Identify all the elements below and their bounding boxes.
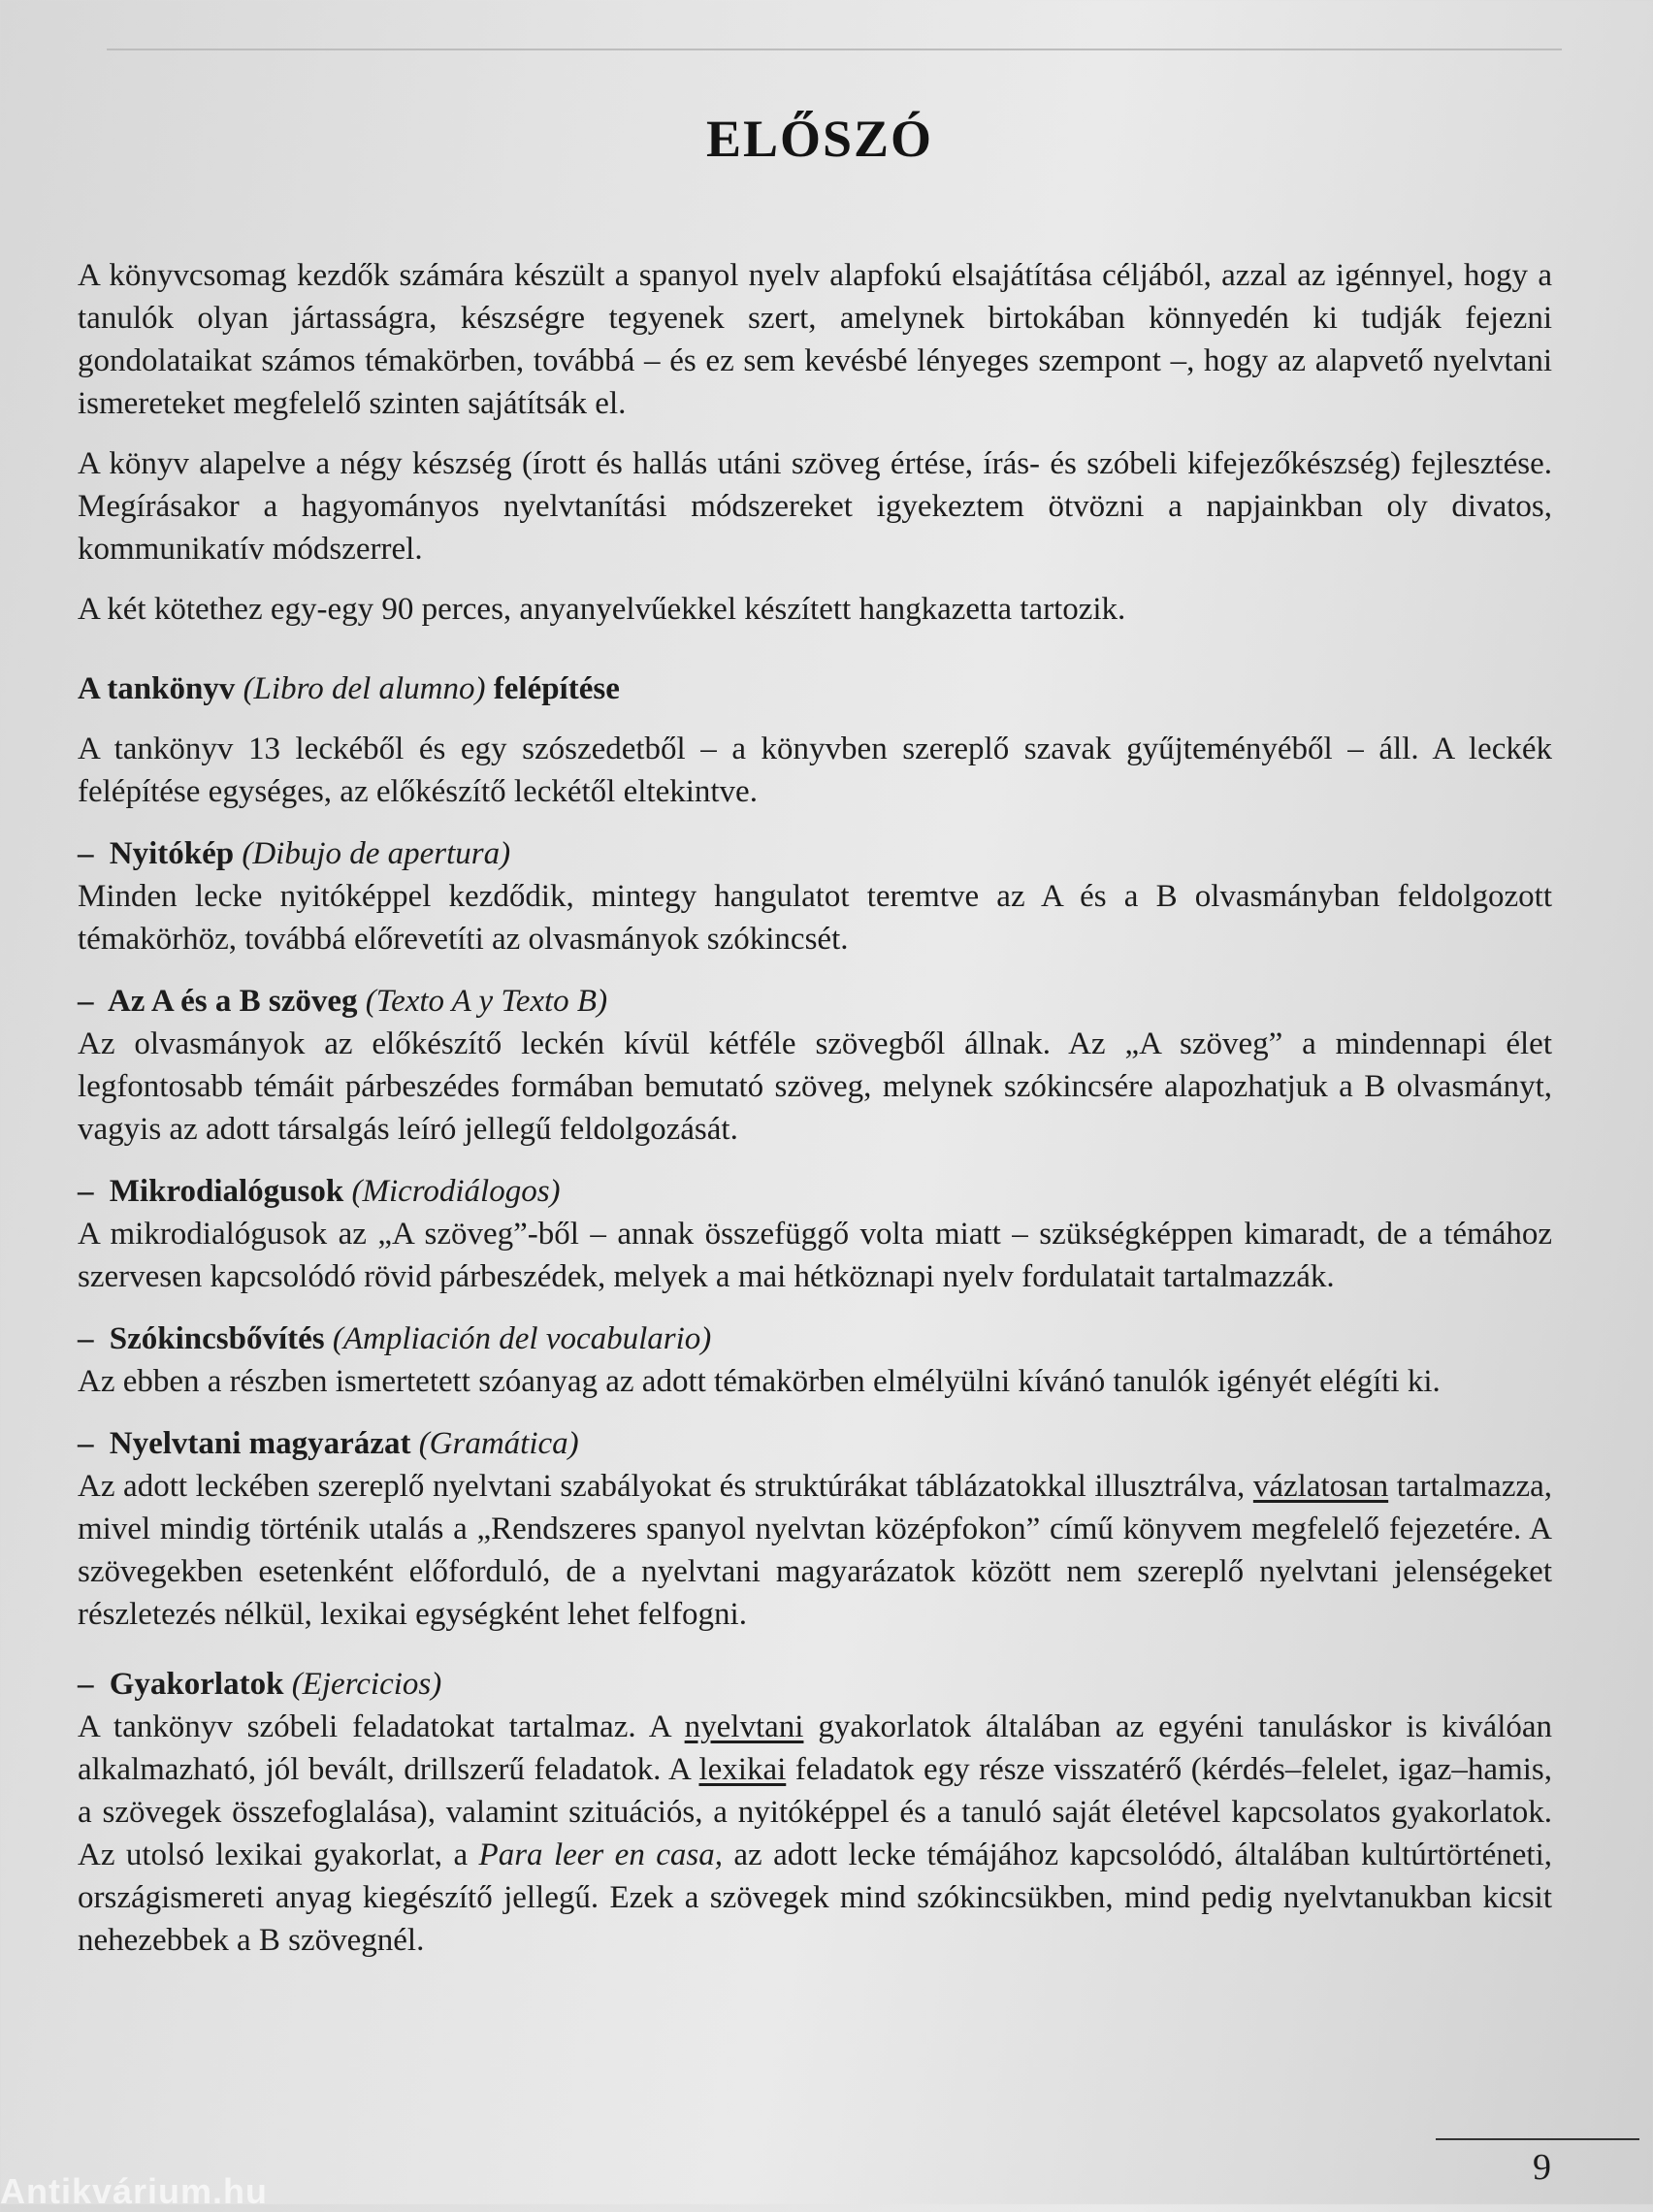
section-heading-part-1: A tankönyv xyxy=(78,671,236,706)
book-page xyxy=(78,0,1562,2204)
section-heading-part-2: felépítése xyxy=(493,671,620,706)
dash: – xyxy=(78,1426,94,1461)
footer-rule xyxy=(1436,2138,1639,2140)
item-title-text: Az A és a B szöveg xyxy=(107,984,358,1019)
item-title-nyitokep xyxy=(78,832,1552,875)
underlined-word: lexikai xyxy=(698,1752,787,1787)
intro-paragraph-1: A könyvcsomag kezdők számára készült a spanyol nyelv alapfokú elsajátítása céljából, azzal az igénnyel, hogy a tanulók olyan jártasságra, készségre tegyenek szert, amelynek birtokában könnyedén ki tudják fejezni gondolataikat számos témakörben, továbbá – és ez sem kevésbé lényeges szempont –, hogy az alapvető nyelvtani ismereteket megfelelő szinten sajátítsák el. xyxy=(78,258,1552,421)
item-title-text: Nyelvtani magyarázat xyxy=(109,1426,411,1461)
dash: – xyxy=(78,1667,94,1702)
dash: – xyxy=(78,1174,94,1209)
item-title-szoveg xyxy=(78,980,1552,1023)
item-title-text: Gyakorlatok xyxy=(109,1667,284,1702)
header-rule xyxy=(107,49,1562,50)
page-number: 9 xyxy=(1533,2147,1551,2188)
item-subtitle: (Dibujo de apertura) xyxy=(242,836,511,871)
item-title-gyakorlatok xyxy=(78,1663,1552,1706)
text-segment: tartalmazza, mivel mindig történik utalás a „Rendszeres spanyol nyelvtan középfokon” című könyvem megfelelő fejezetére. A szövegekben esetenként előforduló, de a nyelvtani magyarázatok között nem szereplő nyelvtani jelenségeket részletezés nélkül, lexikai egységként lehet felfogni. xyxy=(78,1469,1553,1632)
section-intro: A tankönyv 13 leckéből és egy szószedetből – a könyvben szereplő szavak gyűjteményéből – áll. A leckék felépítése egységes, az előkészítő leckétől eltekintve. xyxy=(78,732,1552,809)
text-segment: A tankönyv szóbeli feladatokat tartalmaz. A xyxy=(78,1709,670,1744)
item-text-nyitokep: Minden lecke nyitóképpel kezdődik, mintegy hangulatot teremtve az A és a B olvasmányban feldolgozott témakörhöz, továbbá előrevetíti az olvasmányok szókincsét. xyxy=(78,879,1552,957)
item-title-text: Szókincsbővítés xyxy=(109,1321,325,1356)
item-title-mikrodialogusok xyxy=(78,1170,1552,1213)
item-subtitle: (Ampliación del vocabulario) xyxy=(332,1321,712,1356)
intro-paragraph-3: A két kötethez egy-egy 90 perces, anyanyelvűekkel készített hangkazetta tartozik. xyxy=(78,592,1126,627)
page-title: ELŐSZÓ xyxy=(705,110,934,168)
item-text-szokincsbovites: Az ebben a részben ismertetett szóanyag az adott témakörben elmélyülni kívánó tanulók igényét elégíti ki. xyxy=(78,1364,1441,1399)
item-subtitle: (Microdiálogos) xyxy=(351,1174,561,1209)
item-text-mikrodialogusok: A mikrodialógusok az „A szöveg”-ből – annak összefüggő volta miatt – szükségképpen kimaradt, de a témához szervesen kapcsolódó rövid párbeszédek, melyek a mai hétköznapi nyelv fordulatait tartalmazzák. xyxy=(78,1217,1552,1294)
item-text-szoveg: Az olvasmányok az előkészítő leckén kívül kétféle szövegből állnak. Az „A szöveg” a mindennapi élet legfontosabb témáit párbeszédes formában bemutató szöveg, melynek szókincsére alapozhatjuk a B olvasmányt, vagyis az adott társalgás leíró jellegű feldolgozását. xyxy=(78,1026,1552,1147)
item-subtitle: (Gramática) xyxy=(418,1426,579,1461)
italic-phrase: Para leer en casa, xyxy=(478,1838,723,1872)
dash: – xyxy=(78,836,94,871)
text-segment: gyakorlatok általában az egyéni tanuláskor is kiválóan alkalmazható, jól bevált, drillszerű feladatok. A xyxy=(78,1709,1553,1787)
item-subtitle: (Texto A y Texto B) xyxy=(365,984,608,1019)
dash: – xyxy=(78,984,94,1019)
item-title-text: Nyitókép xyxy=(109,836,235,871)
item-title-szokincsbovites xyxy=(78,1317,1552,1360)
content-body xyxy=(78,254,1552,1962)
text-segment: Az adott leckében szereplő nyelvtani szabályokat és struktúrákat táblázatokkal illusztrálva, xyxy=(78,1469,1246,1504)
section-heading-italic: (Libro del alumno) xyxy=(243,671,486,706)
item-title-nyelvtani-magyarazat xyxy=(78,1422,1552,1465)
item-text-nyelvtani-magyarazat xyxy=(78,1465,1552,1636)
underlined-word: vázlatosan xyxy=(1252,1469,1389,1504)
text-segment: az adott lecke témájához kapcsolódó, általában kultúrtörténeti, országismereti anyag kiegészítő jellegű. Ezek a szövegek mind szókincsükben, mind pedig nyelvtanukban kicsit nehezebbek a B szövegnél. xyxy=(78,1838,1553,1958)
text-segment: feladatok egy része visszatérő (kérdés–felelet, igaz–hamis, a szövegek összefoglalása), valamint szituációs, a nyitóképpel és a tanuló saját életével kapcsolatos gyakorlatok. Az utolsó lexikai gyakorlat, a xyxy=(78,1752,1553,1872)
item-subtitle: (Ejercicios) xyxy=(291,1667,442,1702)
dash: – xyxy=(78,1321,94,1356)
watermark: Antikvárium.hu xyxy=(0,2171,269,2211)
item-title-text: Mikrodialógusok xyxy=(109,1174,344,1209)
item-text-gyakorlatok xyxy=(78,1706,1552,1962)
section-heading xyxy=(78,667,1552,710)
intro-paragraph-2: A könyv alapelve a négy készség (írott és hallás utáni szöveg értése, írás- és szóbeli kifejezőkészség) fejlesztése. Megírásakor a hagyományos nyelvtanítási módszereket igyekeztem ötvözni a napjainkban oly divatos, kommunikatív módszerrel. xyxy=(78,446,1552,567)
underlined-word: nyelvtani xyxy=(684,1709,804,1744)
